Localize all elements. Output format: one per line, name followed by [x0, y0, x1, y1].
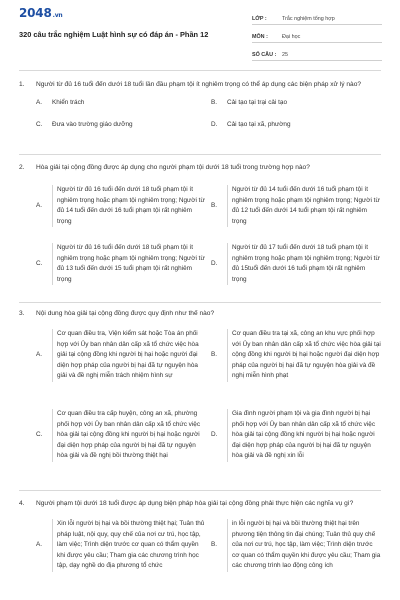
divider: [19, 490, 381, 491]
meta-row-count: [252, 46, 382, 61]
option-d[interactable]: [211, 243, 381, 285]
option-c[interactable]: [36, 243, 208, 285]
logo-suffix: .vn: [52, 12, 63, 19]
option-letter: C.: [36, 121, 43, 128]
option-text: Khiển trách: [52, 99, 85, 106]
question-text: Hòa giải tại cộng đồng được áp dụng cho người phạm tội dưới 18 tuổi trong trường hợp nào?: [36, 164, 310, 171]
option-letter: D.: [211, 431, 218, 438]
option-a[interactable]: [36, 185, 208, 227]
question-text: Người phạm tội dưới 18 tuổi được áp dụng biện pháp hòa giải tại cộng đồng phải thực hiện các nghĩa vụ gì?: [36, 500, 354, 507]
question-text: Nội dung hòa giải tại cộng đồng được quy định như thế nào?: [36, 310, 215, 317]
logo-text: 2048: [19, 6, 52, 20]
option-letter: A.: [36, 201, 43, 209]
document-header: [0, 0, 400, 58]
option-text: Xin lỗi người bị hại và bồi thường thiệt hại; Tuân thủ pháp luật, nội quy, quy chế của nơi cư trú, học tập, làm việc; Trình diện trước cơ quan có thẩm quyền khi được yêu cầu; Tham gia các chương trình học tập, dạy nghề do địa phương tổ chức: [52, 519, 208, 572]
divider: [19, 70, 381, 71]
meta-value: Trắc nghiệm tổng hợp: [282, 16, 335, 22]
option-letter: B.: [211, 351, 218, 358]
option-b[interactable]: [211, 98, 381, 109]
option-letter: D.: [211, 259, 218, 267]
option-letter: D.: [211, 121, 218, 128]
option-text: Cải tạo tại xã, phường: [227, 121, 291, 128]
option-letter: B.: [211, 201, 218, 209]
divider: [19, 154, 381, 155]
meta-value: Đại học: [282, 34, 301, 40]
question-3: [19, 309, 381, 485]
option-text: Cơ quan điều tra, Viện kiểm sát hoặc Tòa án phối hợp với Ủy ban nhân dân cấp xã tổ chức việc hòa giải tại cộng đồng khi người bị hại hoặc người đại diện hợp pháp của người bị hại đã tự nguyện hòa giải và đề nghị miễn trách nhiệm hình sự: [52, 329, 208, 382]
option-letter: C.: [36, 259, 43, 267]
meta-key: MÔN :: [252, 34, 268, 40]
question-text: Người từ đủ 16 tuổi đến dưới 18 tuổi lần đầu phạm tội ít nghiêm trọng có thể áp dụng các biện pháp xử lý nào?: [36, 81, 362, 88]
question-number: 3.: [19, 310, 25, 317]
option-c[interactable]: [36, 120, 206, 131]
option-text: Gia đình người phạm tội và gia đình người bị hại phối hợp với Ủy ban nhân dân cấp xã tổ chức việc hòa giải tại cộng đồng khi người bị hại hoặc người đại diện hợp pháp của người bị hại đã tự nguyện hòa giải và đề nghị xin lỗi: [227, 409, 381, 462]
option-text: Cơ quan điều tra cấp huyện, công an xã, phường phối hợp với Ủy ban nhân dân cấp xã tổ chức việc hòa giải tại cộng đồng khi người bị hại hoặc người đại diện hợp pháp của người bị hại đã tự nguyện hòa giải và đề nghị bồi thường thiệt hại: [52, 409, 208, 462]
meta-value: 25: [282, 52, 288, 58]
option-letter: B.: [211, 541, 218, 548]
question-number: 4.: [19, 500, 25, 507]
document-title: 320 câu trắc nghiệm Luật hình sự có đáp án - Phần 12: [19, 30, 209, 39]
option-text: Người từ đủ 17 tuổi đến dưới 18 tuổi phạm tội ít nghiêm trọng hoặc phạm tội nghiêm trọng; Người từ đủ 15tuổi đến dưới 16 tuổi phạm tội rất nghiêm trọng: [227, 243, 381, 285]
option-letter: A.: [36, 351, 43, 358]
document-meta: [252, 10, 382, 64]
question-4: [19, 499, 381, 595]
meta-key: LỚP :: [252, 16, 267, 22]
option-text: Cơ quan điều tra tại xã, công an khu vực phối hợp với Ủy ban nhân dân cấp xã tổ chức việc hòa giải tại cộng đồng khi người bị hại hoặc người đại diện hợp pháp của người bị hại đã tự nguyện hòa giải và đề nghị miễn hình phạt: [227, 329, 381, 382]
option-letter: A.: [36, 99, 43, 106]
option-text: in lỗi người bị hại và bồi thường thiệt hại trên phương tiện thông tin đại chúng; Tuân thủ quy chế của nơi cư trú, học tập, làm việc; Trình diện trước cơ quan có thẩm quyền khi được yêu cầu; Tham gia các chương trình lao động công ích: [227, 519, 381, 572]
option-d[interactable]: [211, 409, 381, 462]
option-text: Người từ đủ 16 tuổi đến dưới 18 tuổi phạm tội ít nghiêm trọng hoặc phạm tội nghiêm trọng; Người từ đủ 14 tuổi đến dưới 16 tuổi phạm tội rất nghiêm trọng: [52, 185, 208, 227]
option-d[interactable]: [211, 120, 381, 131]
option-text: Người từ đủ 14 tuổi đến dưới 16 tuổi phạm tội ít nghiêm trọng hoặc phạm tội nghiêm trọng; Người từ đủ 12 tuổi đến dưới 14 tuổi phạm tội rất nghiêm trọng: [227, 185, 381, 227]
meta-row-subject: [252, 28, 382, 43]
question-number: 1.: [19, 81, 25, 88]
question-1: [19, 80, 381, 136]
option-text: Người từ đủ 16 tuổi đến dưới 18 tuổi phạm tội ít nghiêm trọng hoặc phạm tội nghiêm trọng; Người từ đủ 13 tuổi đến dưới 15 tuổi phạm tội rất nghiêm trọng: [52, 243, 208, 285]
option-a[interactable]: [36, 329, 208, 382]
option-b[interactable]: [211, 185, 381, 227]
question-2: [19, 163, 381, 289]
option-text: Đưa vào trường giáo dưỡng: [52, 121, 133, 128]
meta-key: SỐ CÂU :: [252, 52, 277, 58]
option-c[interactable]: [36, 409, 208, 462]
meta-row-class: [252, 10, 382, 25]
option-letter: B.: [211, 99, 218, 106]
site-logo[interactable]: [19, 6, 62, 20]
divider: [19, 302, 381, 303]
option-text: Cải tạo tại trại cải tạo: [227, 99, 288, 106]
option-a[interactable]: [36, 98, 206, 109]
option-letter: C.: [36, 431, 43, 438]
option-b[interactable]: [211, 329, 381, 382]
option-a[interactable]: [36, 519, 208, 572]
option-letter: A.: [36, 541, 43, 548]
option-b[interactable]: [211, 519, 381, 572]
question-number: 2.: [19, 164, 25, 171]
